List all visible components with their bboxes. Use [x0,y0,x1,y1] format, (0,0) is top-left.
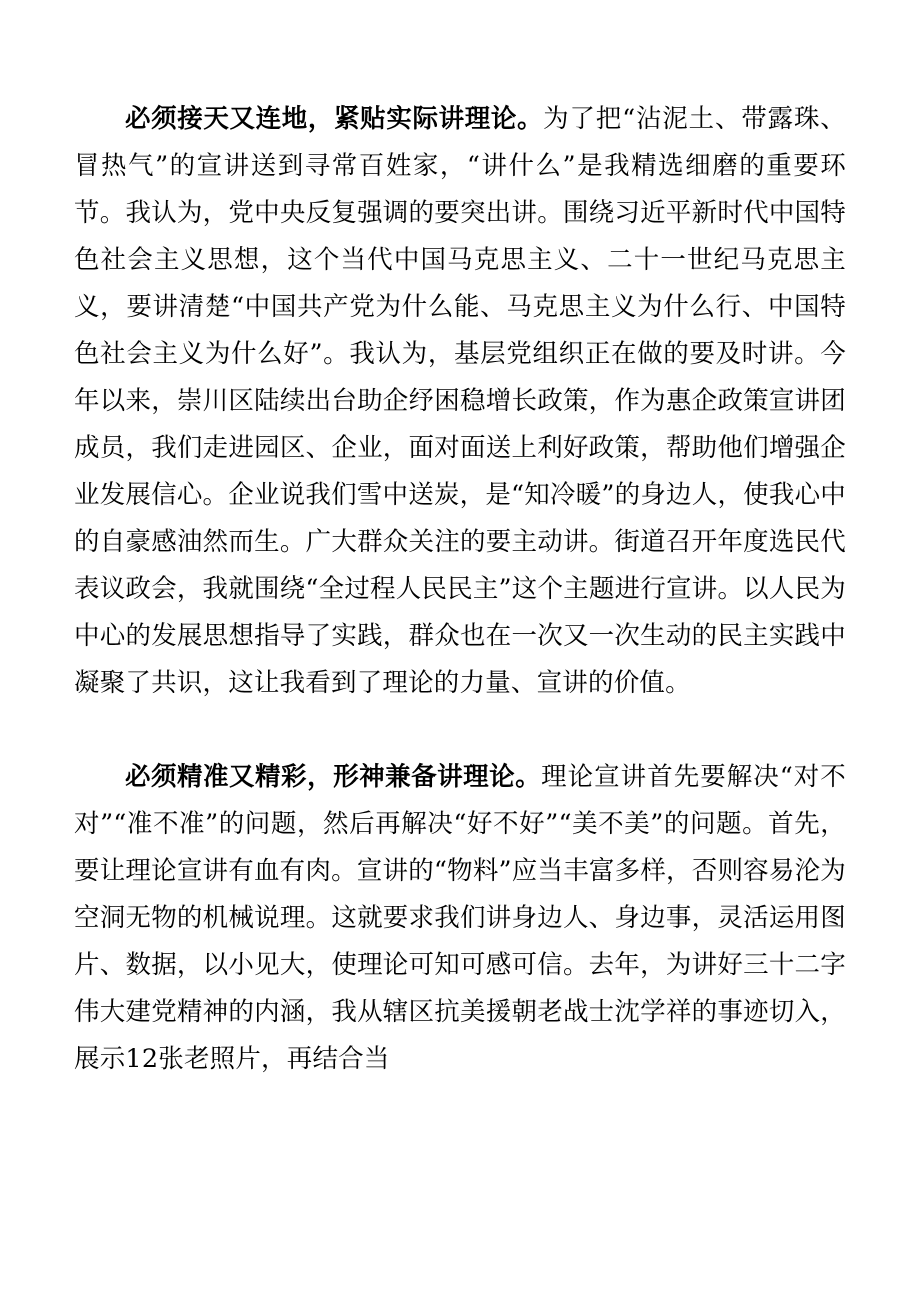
paragraph-1-text: 为了把“沾泥土、带露珠、冒热气”的宣讲送到寻常百姓家，“讲什么”是我精选细磨的重要环节。我认为，党中央反复强调的要突出讲。围绕习近平新时代中国特色社会主义思想，这个当代中国马克思主义、二十一世纪马克思主义，要讲清楚“中国共产党为什么能、马克思主义为什么行、中国特色社会主义为什么好”。我认为，基层党组织正在做的要及时讲。今年以来，崇川区陆续出台助企纾困稳增长政策，作为惠企政策宣讲团成员，我们走进园区、企业，面对面送上利好政策，帮助他们增强企业发展信心。企业说我们雪中送炭，是“知冷暖”的身边人，使我心中的自豪感油然而生。广大群众关注的要主动讲。街道召开年度选民代表议政会，我就围绕“全过程人民民主”这个主题进行宣讲。以人民为中心的发展思想指导了实践，群众也在一次又一次生动的民主实践中凝聚了共识，这让我看到了理论的力量、宣讲的价值。 [74,104,846,698]
document-body [74,96,846,1083]
paragraph-2-lead: 必须精准又精彩，形神兼备讲理论。 [125,762,542,792]
paragraph-1-lead: 必须接天又连地，紧贴实际讲理论。 [125,104,544,134]
paragraph-2 [74,754,846,1083]
paragraph-2-text: 理论宣讲首先要解决“对不对”“准不准”的问题，然后再解决“好不好”“美不美”的问题。首先，要让理论宣讲有血有肉。宣讲的“物料”应当丰富多样，否则容易沦为空洞无物的机械说理。这就要求我们讲身边人、身边事，灵活运用图片、数据，以小见大，使理论可知可感可信。去年，为讲好三十二字伟大建党精神的内涵，我从辖区抗美援朝老战士沈学祥的事迹切入，展示12张老照片，再结合当 [74,762,846,1074]
paragraph-1 [74,96,846,707]
